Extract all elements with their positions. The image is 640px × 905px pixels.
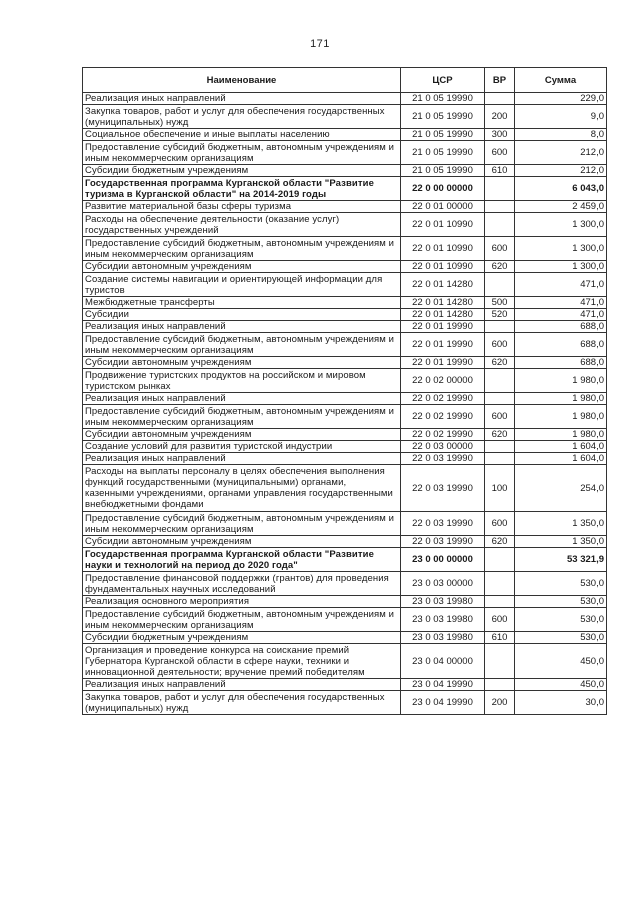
row-vr-cell: 620 — [485, 429, 515, 441]
row-csr-cell: 21 0 05 19990 — [401, 129, 485, 141]
table-row — [83, 309, 607, 321]
row-sum-cell: 471,0 — [515, 297, 607, 309]
row-csr-cell: 22 0 01 00000 — [401, 201, 485, 213]
table-row — [83, 165, 607, 177]
row-vr-cell: 600 — [485, 141, 515, 165]
row-sum-cell: 1 350,0 — [515, 512, 607, 536]
row-csr-cell: 22 0 01 14280 — [401, 297, 485, 309]
row-sum-cell: 471,0 — [515, 273, 607, 297]
row-vr-cell — [485, 93, 515, 105]
table-row — [83, 453, 607, 465]
row-vr-cell: 200 — [485, 691, 515, 715]
table-header-row — [83, 68, 607, 93]
row-csr-cell: 23 0 04 19990 — [401, 691, 485, 715]
table-row — [83, 548, 607, 572]
table-row — [83, 321, 607, 333]
row-vr-cell — [485, 273, 515, 297]
row-csr-cell: 22 0 03 19990 — [401, 465, 485, 512]
row-sum-cell: 1 300,0 — [515, 213, 607, 237]
row-name-cell: Предоставление субсидий бюджетным, автономным учреждениям и иным некоммерческим организациям — [83, 141, 401, 165]
row-sum-cell: 30,0 — [515, 691, 607, 715]
row-sum-cell: 9,0 — [515, 105, 607, 129]
table-row — [83, 213, 607, 237]
row-vr-cell — [485, 453, 515, 465]
page-number: 171 — [310, 38, 330, 50]
table-row — [83, 93, 607, 105]
row-csr-cell: 22 0 01 19990 — [401, 333, 485, 357]
row-name-cell: Субсидии автономным учреждениям — [83, 261, 401, 273]
row-vr-cell — [485, 548, 515, 572]
row-vr-cell — [485, 369, 515, 393]
row-csr-cell: 23 0 03 19980 — [401, 608, 485, 632]
row-csr-cell: 23 0 04 00000 — [401, 644, 485, 679]
row-vr-cell: 100 — [485, 465, 515, 512]
row-sum-cell: 471,0 — [515, 309, 607, 321]
row-sum-cell: 212,0 — [515, 165, 607, 177]
row-name-cell: Предоставление субсидий бюджетным, автономным учреждениям и иным некоммерческим организациям — [83, 333, 401, 357]
row-name-cell: Реализация иных направлений — [83, 93, 401, 105]
table-row — [83, 333, 607, 357]
table-row — [83, 536, 607, 548]
row-csr-cell: 21 0 05 19990 — [401, 105, 485, 129]
row-sum-cell: 53 321,9 — [515, 548, 607, 572]
row-csr-cell: 22 0 01 14280 — [401, 273, 485, 297]
row-name-cell: Государственная программа Курганской области "Развитие науки и технологий на период до 2020 года" — [83, 548, 401, 572]
table-row — [83, 141, 607, 165]
row-name-cell: Межбюджетные трансферты — [83, 297, 401, 309]
row-name-cell: Расходы на обеспечение деятельности (оказание услуг) государственных учреждений — [83, 213, 401, 237]
row-vr-cell: 620 — [485, 357, 515, 369]
row-csr-cell: 22 0 01 10990 — [401, 213, 485, 237]
row-name-cell: Предоставление субсидий бюджетным, автономным учреждениям и иным некоммерческим организациям — [83, 237, 401, 261]
row-name-cell: Субсидии — [83, 309, 401, 321]
row-name-cell: Расходы на выплаты персоналу в целях обеспечения выполнения функций государственными (муниципальными) органами, казенными учреждениями, органами управления государственными внебюджетными фондами — [83, 465, 401, 512]
table-row — [83, 691, 607, 715]
row-csr-cell: 23 0 03 19980 — [401, 632, 485, 644]
table-row — [83, 393, 607, 405]
row-sum-cell: 1 980,0 — [515, 393, 607, 405]
row-sum-cell: 6 043,0 — [515, 177, 607, 201]
row-name-cell: Субсидии бюджетным учреждениям — [83, 165, 401, 177]
row-csr-cell: 22 0 01 19990 — [401, 357, 485, 369]
row-csr-cell: 21 0 05 19990 — [401, 141, 485, 165]
table-row — [83, 596, 607, 608]
row-sum-cell: 1 350,0 — [515, 536, 607, 548]
row-sum-cell: 530,0 — [515, 608, 607, 632]
row-vr-cell — [485, 596, 515, 608]
row-name-cell: Предоставление субсидий бюджетным, автономным учреждениям и иным некоммерческим организациям — [83, 608, 401, 632]
row-csr-cell: 21 0 05 19990 — [401, 93, 485, 105]
column-header-sum: Сумма — [515, 68, 607, 93]
row-vr-cell: 520 — [485, 309, 515, 321]
row-sum-cell: 1 300,0 — [515, 261, 607, 273]
table-row — [83, 679, 607, 691]
row-csr-cell: 22 0 01 19990 — [401, 321, 485, 333]
row-name-cell: Предоставление субсидий бюджетным, автономным учреждениям и иным некоммерческим организациям — [83, 405, 401, 429]
row-name-cell: Создание условий для развития туристской индустрии — [83, 441, 401, 453]
row-csr-cell: 21 0 05 19990 — [401, 165, 485, 177]
row-vr-cell: 600 — [485, 333, 515, 357]
row-sum-cell: 229,0 — [515, 93, 607, 105]
row-name-cell: Реализация иных направлений — [83, 453, 401, 465]
row-sum-cell: 450,0 — [515, 644, 607, 679]
row-name-cell: Организация и проведение конкурса на соискание премий Губернатора Курганской области в сфере науки, техники и инновационной деятельности; вручение премий победителям — [83, 644, 401, 679]
table-row — [83, 177, 607, 201]
row-vr-cell — [485, 393, 515, 405]
row-name-cell: Предоставление финансовой поддержки (грантов) для проведения фундаментальных научных исследований — [83, 572, 401, 596]
table-row — [83, 441, 607, 453]
row-csr-cell: 22 0 01 14280 — [401, 309, 485, 321]
column-header-name: Наименование — [83, 68, 401, 93]
row-sum-cell: 688,0 — [515, 321, 607, 333]
row-sum-cell: 688,0 — [515, 357, 607, 369]
table-row — [83, 405, 607, 429]
row-csr-cell: 22 0 02 00000 — [401, 369, 485, 393]
row-name-cell: Реализация иных направлений — [83, 321, 401, 333]
row-csr-cell: 22 0 01 10990 — [401, 261, 485, 273]
row-csr-cell: 22 0 00 00000 — [401, 177, 485, 201]
row-vr-cell: 500 — [485, 297, 515, 309]
row-csr-cell: 22 0 01 10990 — [401, 237, 485, 261]
row-vr-cell — [485, 177, 515, 201]
row-vr-cell: 620 — [485, 536, 515, 548]
row-sum-cell: 2 459,0 — [515, 201, 607, 213]
row-sum-cell: 530,0 — [515, 572, 607, 596]
row-csr-cell: 22 0 02 19990 — [401, 405, 485, 429]
row-sum-cell: 1 604,0 — [515, 453, 607, 465]
row-sum-cell: 1 980,0 — [515, 429, 607, 441]
row-name-cell: Продвижение туристских продуктов на российском и мировом туристском рынках — [83, 369, 401, 393]
row-csr-cell: 22 0 03 19990 — [401, 453, 485, 465]
table-row — [83, 237, 607, 261]
table-row — [83, 273, 607, 297]
row-vr-cell — [485, 213, 515, 237]
row-name-cell: Реализация основного мероприятия — [83, 596, 401, 608]
row-name-cell: Субсидии бюджетным учреждениям — [83, 632, 401, 644]
row-sum-cell: 1 604,0 — [515, 441, 607, 453]
row-sum-cell: 212,0 — [515, 141, 607, 165]
row-csr-cell: 22 0 03 19990 — [401, 512, 485, 536]
table-row — [83, 644, 607, 679]
table-row — [83, 261, 607, 273]
row-vr-cell — [485, 321, 515, 333]
row-name-cell: Реализация иных направлений — [83, 679, 401, 691]
table-row — [83, 512, 607, 536]
column-header-vr: ВР — [485, 68, 515, 93]
table-row — [83, 608, 607, 632]
row-sum-cell: 530,0 — [515, 596, 607, 608]
row-name-cell: Развитие материальной базы сферы туризма — [83, 201, 401, 213]
table-row — [83, 572, 607, 596]
row-vr-cell: 600 — [485, 405, 515, 429]
row-sum-cell: 1 300,0 — [515, 237, 607, 261]
row-name-cell: Субсидии автономным учреждениям — [83, 536, 401, 548]
row-name-cell: Закупка товаров, работ и услуг для обеспечения государственных (муниципальных) нужд — [83, 105, 401, 129]
row-vr-cell: 600 — [485, 237, 515, 261]
row-csr-cell: 22 0 02 19990 — [401, 429, 485, 441]
table-row — [83, 297, 607, 309]
row-csr-cell: 23 0 03 19980 — [401, 596, 485, 608]
row-sum-cell: 8,0 — [515, 129, 607, 141]
row-vr-cell: 610 — [485, 632, 515, 644]
row-vr-cell: 610 — [485, 165, 515, 177]
row-sum-cell: 254,0 — [515, 465, 607, 512]
row-name-cell: Закупка товаров, работ и услуг для обеспечения государственных (муниципальных) нужд — [83, 691, 401, 715]
table-row — [83, 201, 607, 213]
row-sum-cell: 688,0 — [515, 333, 607, 357]
table-row — [83, 632, 607, 644]
table-row — [83, 105, 607, 129]
row-vr-cell: 600 — [485, 608, 515, 632]
table-body — [83, 93, 607, 715]
row-name-cell: Социальное обеспечение и иные выплаты населению — [83, 129, 401, 141]
row-name-cell: Субсидии автономным учреждениям — [83, 357, 401, 369]
row-csr-cell: 23 0 04 19990 — [401, 679, 485, 691]
row-sum-cell: 450,0 — [515, 679, 607, 691]
row-csr-cell: 22 0 03 19990 — [401, 536, 485, 548]
row-name-cell: Создание системы навигации и ориентирующей информации для туристов — [83, 273, 401, 297]
row-vr-cell: 600 — [485, 512, 515, 536]
row-vr-cell — [485, 572, 515, 596]
row-name-cell: Предоставление субсидий бюджетным, автономным учреждениям и иным некоммерческим организациям — [83, 512, 401, 536]
table-row — [83, 429, 607, 441]
row-vr-cell: 200 — [485, 105, 515, 129]
row-vr-cell — [485, 644, 515, 679]
row-sum-cell: 1 980,0 — [515, 369, 607, 393]
row-name-cell: Субсидии автономным учреждениям — [83, 429, 401, 441]
table-row — [83, 369, 607, 393]
budget-table — [82, 67, 607, 715]
table-row — [83, 357, 607, 369]
row-sum-cell: 1 980,0 — [515, 405, 607, 429]
row-name-cell: Реализация иных направлений — [83, 393, 401, 405]
column-header-csr: ЦСР — [401, 68, 485, 93]
row-csr-cell: 23 0 00 00000 — [401, 548, 485, 572]
row-vr-cell: 620 — [485, 261, 515, 273]
table-row — [83, 129, 607, 141]
row-vr-cell: 300 — [485, 129, 515, 141]
row-vr-cell — [485, 441, 515, 453]
row-csr-cell: 22 0 03 00000 — [401, 441, 485, 453]
row-vr-cell — [485, 201, 515, 213]
row-sum-cell: 530,0 — [515, 632, 607, 644]
table-row — [83, 465, 607, 512]
row-csr-cell: 22 0 02 19990 — [401, 393, 485, 405]
row-csr-cell: 23 0 03 00000 — [401, 572, 485, 596]
row-vr-cell — [485, 679, 515, 691]
row-name-cell: Государственная программа Курганской области "Развитие туризма в Курганской области" на 2014-2019 годы — [83, 177, 401, 201]
